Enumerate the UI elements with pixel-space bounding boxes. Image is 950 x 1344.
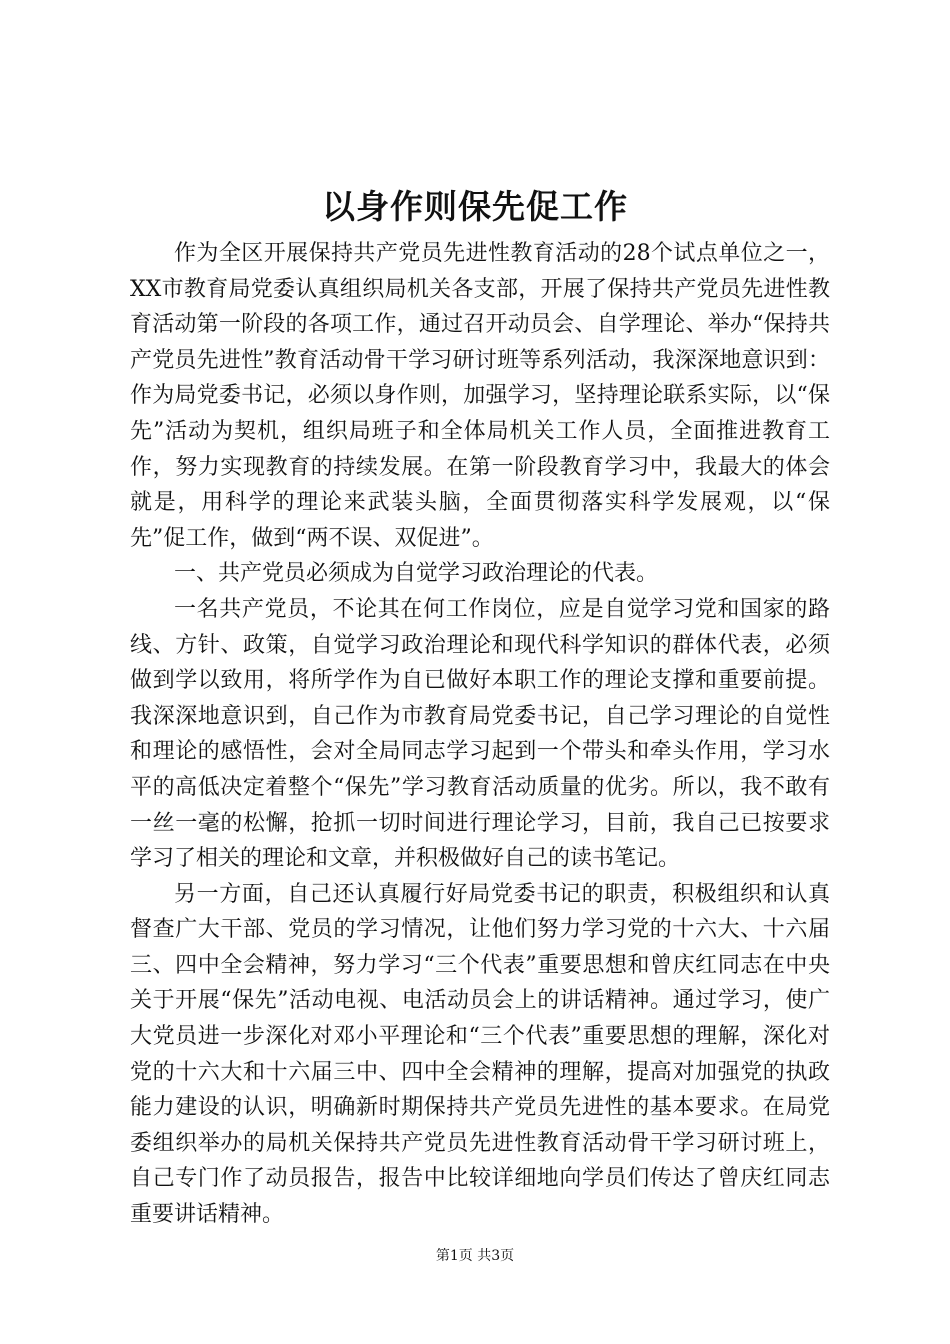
document-title: 以身作则保先促工作	[322, 187, 628, 226]
page-footer: 第1页 共3页	[435, 1248, 515, 1264]
document-body	[130, 236, 830, 1233]
section-heading-1: 一、共产党员必须成为自觉学习政治理论的代表。	[174, 561, 659, 587]
paragraph-section-1-continued: 另一方面，自己还认真履行好局党委书记的职责，积极组织和认真督查广大干部、党员的学习情况，让他们努力学习党的十六大、十六届三、四中全会精神，努力学习“三个代表”重要思想和曾庆红同志在中央关于开展“保先”活动电视、电活动员会上的讲话精神。通过学习，使广大党员进一步深化对邓小平理论和“三个代表”重要思想的理解，深化对党的十六大和十六届三中、四中全会精神的理解，提高对加强党的执政能力建设的认识，明确新时期保持共产党员先进性的基本要求。在局党委组织举办的局机关保持共产党员先进性教育活动骨干学习研讨班上，自己专门作了动员报告，报告中比较详细地向学员们传达了曾庆红同志重要讲话精神。	[130, 881, 830, 1228]
paragraph-section-1: 一名共产党员，不论其在何工作岗位，应是自觉学习党和国家的路线、方针、政策，自觉学习政治理论和现代科学知识的群体代表，必须做到学以致用，将所学作为自已做好本职工作的理论支撑和重要前提。我深深地意识到，自己作为市教育局党委书记，自己学习理论的自觉性和理论的感悟性，会对全局同志学习起到一个带头和牵头作用，学习水平的高低决定着整个“保先”学习教育活动质量的优劣。所以，我不敢有一丝一毫的松懈，抢抓一切时间进行理论学习，目前，我自己已按要求学习了相关的理论和文章，并积极做好自己的读书笔记。	[130, 596, 830, 872]
paragraph-intro: 作为全区开展保持共产党员先进性教育活动的28个试点单位之一，XX市教育局党委认真组织局机关各支部，开展了保持共产党员先进性教育活动第一阶段的各项工作，通过召开动员会、自学理论、举办“保持共产党员先进性”教育活动骨干学习研讨班等系列活动，我深深地意识到：作为局党委书记，必须以身作则，加强学习，坚持理论联系实际，以“保先”活动为契机，组织局班子和全体局机关工作人员，全面推进教育工作，努力实现教育的持续发展。在第一阶段教育学习中，我最大的体会就是，用科学的理论来武装头脑，全面贯彻落实科学发展观，以“保先”促工作，做到“两不误、双促进”。	[130, 241, 830, 551]
